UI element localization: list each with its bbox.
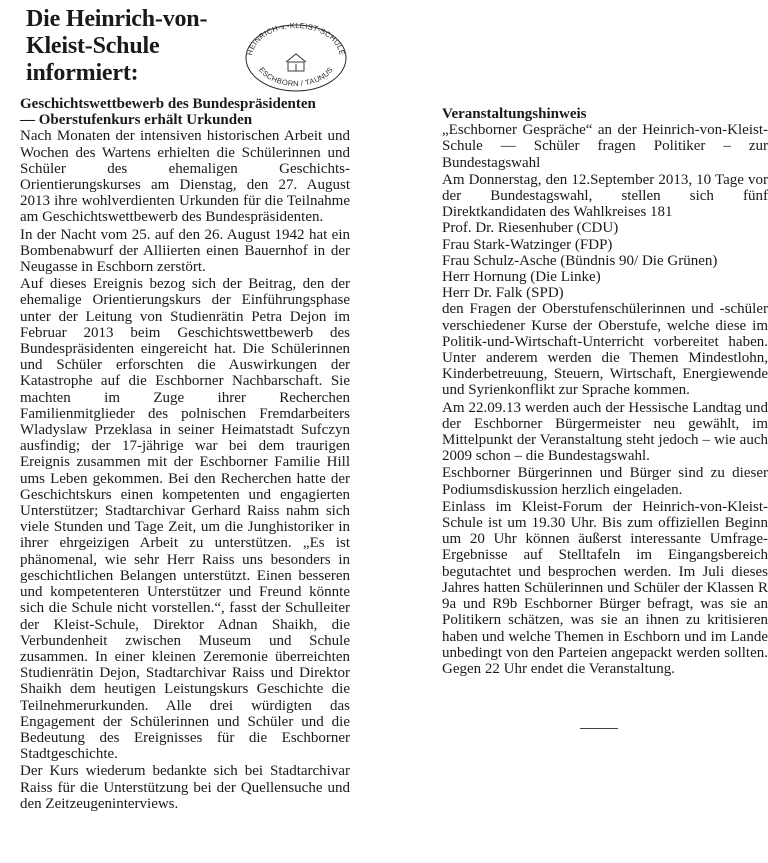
- candidate-item: Frau Stark-Watzinger (FDP): [442, 236, 613, 253]
- article-history-competition: [20, 96, 350, 812]
- event-invite-paragraph: Eschborner Bürgerinnen und Bürger sind zu dieser Podiumsdiskussion herzlich eingeladen.: [442, 465, 768, 498]
- candidate-item: Prof. Dr. Riesenhuber (CDU): [442, 220, 619, 237]
- article-headline: [20, 96, 350, 128]
- masthead-line: informiert:: [26, 60, 139, 86]
- event-landtag-paragraph: Am 22.09.13 werden auch der Hessische Landtag und der Eschborner Bürgermeister neu gewählt, im Mittelpunkt der Veranstaltung steht jedoch – wie auch 2009 schon – die Bundestagswahl.: [442, 399, 768, 465]
- headline-line: Geschichtswettbewerb des Bundespräsidenten: [20, 96, 316, 112]
- svg-text:HEINRICH-v.-KLEIST-SCHULE: HEINRICH-v.-KLEIST-SCHULE: [245, 20, 347, 57]
- article-paragraph: Nach Monaten der intensiven historischen Arbeit und Wochen des Wartens erhielten die Schülerinnen und Schüler des ehemaligen Geschichts-Orientierungskurses am Dienstag, den 27. August 2013 ihre wohlverdienten Urkunden für die Teilnahme am Geschichtswettbewerb des Bundespräsidenten.: [20, 128, 350, 226]
- candidate-list: [442, 220, 768, 301]
- end-rule-divider: [580, 728, 618, 729]
- article-paragraph: In der Nacht vom 25. auf den 26. August 1942 hat ein Bombenabwurf der Alliierten einen Bauernhof in der Neugasse in Eschborn zerstört.: [20, 226, 350, 276]
- event-headline: Veranstaltungshinweis: [442, 106, 587, 122]
- candidate-item: Frau Schulz-Asche (Bündnis 90/ Die Grünen): [442, 252, 718, 269]
- event-date-paragraph: Am Donnerstag, den 12.September 2013, 10 Tage vor der Bundestagswahl, stellen sich fünf Direktkandidaten des Wahlkreises 181: [442, 171, 768, 221]
- article-event-notice: [442, 106, 768, 677]
- event-intro: „Eschborner Gespräche“ an der Heinrich-von-Kleist-Schule — Schüler fragen Politiker – zur Bundestagswahl: [442, 122, 768, 171]
- svg-text:ESCHBORN / TAUNUS: ESCHBORN / TAUNUS: [257, 65, 335, 89]
- headline-line: — Oberstufenkurs erhält Urkunden: [20, 112, 253, 129]
- masthead-line: Die Heinrich-von-: [26, 6, 208, 32]
- event-einlass-paragraph: Einlass im Kleist-Forum der Heinrich-von-Kleist-Schule ist um 19.30 Uhr. Bis zum offiziellen Beginn um 20 Uhr können äußerst interessante Umfrage-Ergebnisse auf Stelltafeln im Eingangsbereich begutachtet und besprochen werden. Im Juli dieses Jahres hatten Schülerinnen und Schüler der Klassen R 9a und R9b Eschborner Bürger befragt, was sie an Politikern schätzen, was sie an ihnen zu kritisieren haben und welche Themen in Eschborn und im Lande unbedingt von den Parteien angepackt werden sollten. Gegen 22 Uhr endet die Veranstaltung.: [442, 498, 768, 677]
- article-paragraph: Der Kurs wiederum bedankte sich bei Stadtarchivar Raiss für die Unterstützung bei der Quellensuche und den Zeitzeugeninterviews.: [20, 763, 350, 812]
- article-paragraph: Auf dieses Ereignis bezog sich der Beitrag, den der ehemalige Orientierungskurs der Einführungsphase unter der Leitung von Studienrätin Petra Dejon im Februar 2013 beim Geschichtswettbewerb des Bundespräsidenten eingereicht hat. Die Schülerinnen und Schüler erforschten die Auswirkungen der Katastrophe auf die Eschborner Nachbarschaft. Sie machten im Zuge ihrer Recherchen Familienmitglieder des polnischen Fremdarbeiters Wladyslaw Przeklasa in seiner Heimatstadt Sufczyn ausfindig; der 17-jährige war bei dem traurigen Ereignis zusammen mit der Eschborner Familie Hill ums Leben gekommen. Bei den Recherchen hatte der Geschichtskurs einen kompetenten und engagierten Unterstützer; Stadtarchivar Gerhard Raiss nahm sich viele Stunden und Tage Zeit, um die Junghistoriker in ihrer ehrgeizigen Arbeit zu unterstützen. „Es ist phänomenal, wie sehr Herr Raiss uns besonders in geschichtlichen Belangen unterstützt. Einen besseren und kompetenteren Unterstützer und Freund könnte sich die Schule nicht vorstellen.“, fasst der Schulleiter der Kleist-Schule, Direktor Adnan Shaikh, die Verbundenheit zwischen Museum und Schule zusammen. In einer kleinen Zeremonie überreichten Studienrätin Dejon, Stadtarchivar Raiss und Direktor Shaikh dem heutigen Leistungskurs Geschichte die Teilnehmerurkunden. Alle drei würdigten das Engagement der Schülerinnen und Schüler und die Bedeutung des Ereignisses für die Eschborner Stadtgeschichte.: [20, 276, 350, 763]
- candidate-item: Herr Hornung (Die Linke): [442, 269, 601, 286]
- candidate-item: Herr Dr. Falk (SPD): [442, 285, 564, 302]
- masthead-line: Kleist-Schule: [26, 33, 160, 59]
- event-questions-paragraph: den Fragen der Oberstufenschülerinnen und -schüler verschiedener Kurse der Oberstufe, welche diese im Politik-und-Wirtschaft-Unterricht vorbereitet haben. Unter anderem werden die Themen Mindestlohn, Kinderbetreuung, Steuern, Wirtschaft, Energiewende und Syrienkonflikt zur Sprache kommen.: [442, 301, 768, 399]
- masthead-title: [26, 6, 226, 87]
- school-seal-logo: [240, 14, 352, 92]
